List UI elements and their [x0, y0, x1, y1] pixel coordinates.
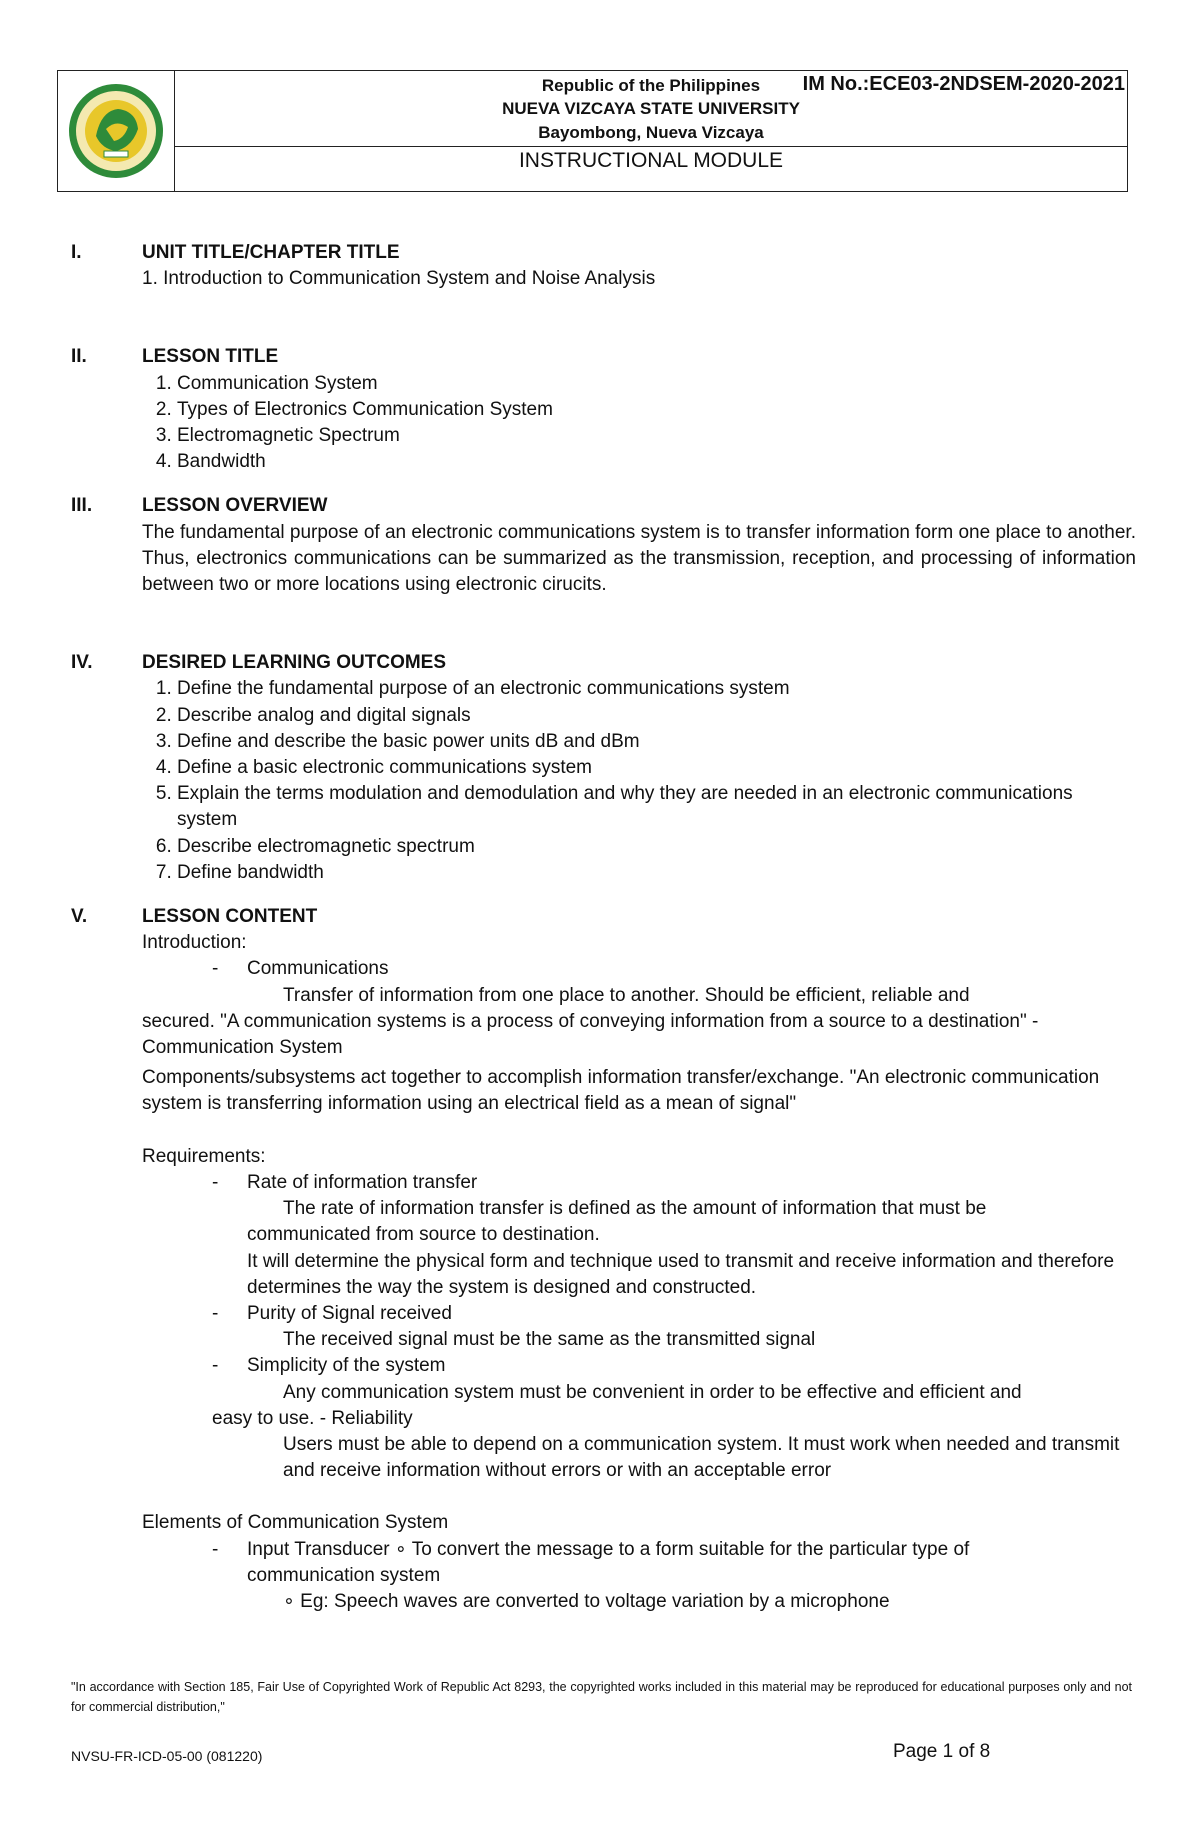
- list-item: 4. Define a basic electronic communications system: [177, 755, 1136, 781]
- elements-label: Elements of Communication System: [142, 1512, 449, 1534]
- section-learning-outcomes: [71, 650, 1136, 886]
- requirements-label: Requirements:: [142, 1145, 266, 1167]
- outcomes-list: [142, 676, 1136, 886]
- university-seal-icon: [66, 81, 166, 181]
- rate-bullet: - Rate of information transfer: [142, 1170, 1136, 1196]
- list-item: 2. Types of Electronics Communication System: [177, 397, 1136, 423]
- im-number: IM No.:ECE03-2NDSEM-2020-2021: [802, 73, 1125, 95]
- university-name: NUEVA VIZCAYA STATE UNIVERSITY: [502, 99, 800, 118]
- list-item: 3. Define and describe the basic power units dB and dBm: [177, 729, 1136, 755]
- list-item: 3. Electromagnetic Spectrum: [177, 423, 1136, 449]
- purity-bullet: - Purity of Signal received: [142, 1301, 1136, 1327]
- communications-text: Transfer of information from one place to another. Should be efficient, reliable and: [283, 984, 970, 1006]
- copyright-note: "In accordance with Section 185, Fair Use of Copyrighted Work of Republic Act 8293, the copyrighted works included in this material may be reproduced for educational purposes only and not for commercial distribution,": [71, 1680, 1132, 1714]
- list-item: 1. Define the fundamental purpose of an electronic communications system: [177, 676, 1136, 702]
- purity-text: The received signal must be the same as the transmitted signal: [283, 1329, 816, 1351]
- module-body: [71, 240, 1136, 1615]
- input-transducer-bullet: - Input Transducer ∘ To convert the message to a form suitable for the particular type of: [142, 1537, 1136, 1563]
- components-text: Components/subsystems act together to accomplish information transfer/exchange. "An electronic communication system is transferring information using an electrical field as a mean of signal": [142, 1067, 1100, 1115]
- section-heading: LESSON TITLE: [142, 346, 279, 368]
- lesson-title-list: [142, 371, 1136, 476]
- university-address: Bayombong, Nueva Vizcaya: [538, 123, 764, 142]
- module-header: [57, 70, 1128, 192]
- unit-text: 1. Introduction to Communication System and Noise Analysis: [142, 268, 656, 290]
- section-heading: LESSON OVERVIEW: [142, 495, 328, 517]
- section-heading: UNIT TITLE/CHAPTER TITLE: [142, 242, 400, 263]
- rate-text: The rate of information transfer is defined as the amount of information that must be: [283, 1198, 987, 1220]
- communications-bullet: - Communications: [142, 956, 1136, 982]
- section-lesson-overview: [71, 493, 1136, 598]
- form-code: NVSU-FR-ICD-05-00 (081220): [71, 1748, 263, 1764]
- list-item: 4. Bandwidth: [177, 449, 1136, 475]
- rate-text-more: It will determine the physical form and technique used to transmit and receive information and therefore determines the way the system is designed and constructed.: [247, 1250, 1115, 1298]
- logo-cell: [58, 71, 175, 191]
- simplicity-text-cont: easy to use. - Reliability: [212, 1407, 413, 1429]
- simplicity-text: Any communication system must be convenient in order to be effective and efficient and: [283, 1381, 1022, 1403]
- section-heading: LESSON CONTENT: [142, 906, 318, 928]
- list-item: 1. Communication System: [177, 371, 1136, 397]
- list-item: 7. Define bandwidth: [177, 860, 1136, 886]
- section-lesson-content: [71, 904, 1136, 1615]
- section-lesson-title: [71, 344, 1136, 475]
- simplicity-bullet: - Simplicity of the system: [142, 1353, 1136, 1379]
- overview-text: The fundamental purpose of an electronic communications system is to transfer information form one place to another. Thus, electronics communications can be summarized as the transmission, reception, and processing of information between two or more locations using electronic cirucits.: [142, 521, 1136, 596]
- section-heading: DESIRED LEARNING OUTCOMES: [142, 652, 447, 674]
- input-transducer-example: ∘ Eg: Speech waves are converted to voltage variation by a microphone: [283, 1590, 890, 1612]
- list-item: 6. Describe electromagnetic spectrum: [177, 834, 1136, 860]
- input-transducer-cont: communication system: [247, 1564, 441, 1586]
- list-item: 5. Explain the terms modulation and demodulation and why they are needed in an electronic communications system: [177, 781, 1136, 833]
- reliability-text: Users must be able to depend on a communication system. It must work when needed and transmit and receive information without errors or with an acceptable error: [283, 1433, 1120, 1482]
- module-title: INSTRUCTIONAL MODULE: [518, 149, 784, 172]
- rate-text-cont: communicated from source to destination.: [247, 1224, 600, 1246]
- section-number: V.: [71, 906, 88, 928]
- section-number: III.: [71, 495, 93, 517]
- intro-label: Introduction:: [142, 932, 247, 954]
- section-unit-title: [71, 240, 1136, 292]
- page-number: Page 1 of 8: [893, 1741, 991, 1762]
- republic-text: Republic of the Philippines: [541, 76, 761, 95]
- header-title-area: [175, 71, 1127, 147]
- section-number: IV.: [71, 652, 93, 674]
- section-number: I.: [71, 242, 82, 263]
- section-number: II.: [71, 346, 87, 368]
- list-item: 2. Describe analog and digital signals: [177, 703, 1136, 729]
- communications-text-cont: secured. "A communication systems is a process of conveying information from a source to a destination" - Communication System: [142, 1010, 1039, 1059]
